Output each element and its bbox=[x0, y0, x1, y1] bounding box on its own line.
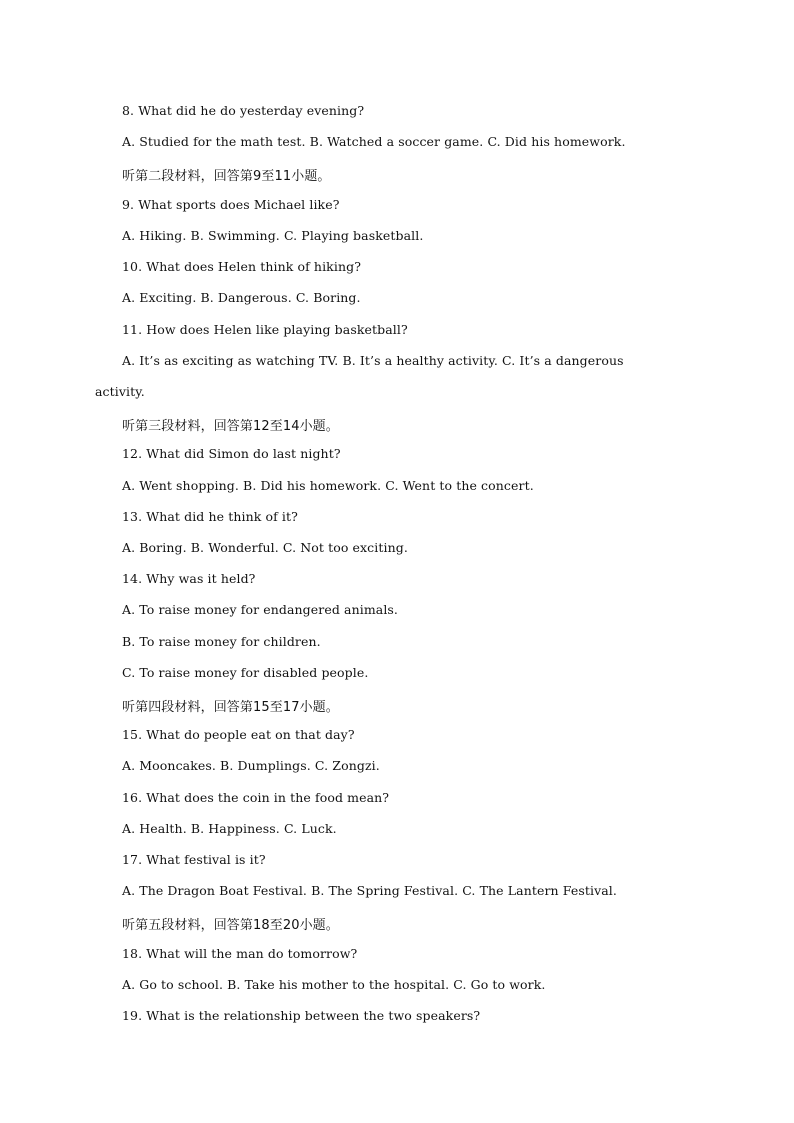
question-15: 15. What do people eat on that day? bbox=[122, 727, 355, 742]
question-13: 13. What did he think of it? bbox=[122, 509, 298, 524]
option-14-b: B. To raise money for children. bbox=[122, 634, 321, 649]
options-12: A. Went shopping. B. Did his homework. C. Went to the concert. bbox=[122, 478, 534, 493]
question-10: 10. What does Helen think of hiking? bbox=[122, 259, 362, 274]
question-9: 9. What sports does Michael like? bbox=[122, 197, 340, 212]
question-17: 17. What festival is it? bbox=[122, 852, 266, 867]
options-9: A. Hiking. B. Swimming. C. Playing basketball. bbox=[122, 228, 424, 243]
question-14: 14. Why was it held? bbox=[122, 571, 256, 586]
options-11-continued: activity. bbox=[95, 384, 145, 399]
question-12: 12. What did Simon do last night? bbox=[122, 446, 341, 461]
options-10: A. Exciting. B. Dangerous. C. Boring. bbox=[122, 290, 361, 305]
section-heading-5: 听第五段材料，回答第18至20小题。 bbox=[122, 918, 339, 933]
options-18: A. Go to school. B. Take his mother to the hospital. C. Go to work. bbox=[122, 977, 546, 992]
options-16: A. Health. B. Happiness. C. Luck. bbox=[122, 821, 337, 836]
options-17: A. The Dragon Boat Festival. B. The Spring Festival. C. The Lantern Festival. bbox=[122, 883, 617, 898]
section-heading-3: 听第三段材料，回答第12至14小题。 bbox=[122, 419, 339, 434]
options-13: A. Boring. B. Wonderful. C. Not too exciting. bbox=[122, 540, 408, 555]
question-16: 16. What does the coin in the food mean? bbox=[122, 790, 390, 805]
section-heading-4: 听第四段材料，回答第15至17小题。 bbox=[122, 700, 339, 715]
question-19: 19. What is the relationship between the two speakers? bbox=[122, 1008, 481, 1023]
options-15: A. Mooncakes. B. Dumplings. C. Zongzi. bbox=[122, 758, 380, 773]
option-14-a: A. To raise money for endangered animals. bbox=[122, 602, 399, 617]
section-heading-2: 听第二段材料，回答第9至11小题。 bbox=[122, 169, 331, 184]
question-18: 18. What will the man do tomorrow? bbox=[122, 946, 358, 961]
question-11: 11. How does Helen like playing basketball? bbox=[122, 322, 408, 337]
option-14-c: C. To raise money for disabled people. bbox=[122, 665, 369, 680]
options-11: A. It’s as exciting as watching TV. B. It’s a healthy activity. C. It’s a dangerous bbox=[122, 353, 624, 368]
options-8: A. Studied for the math test. B. Watched a soccer game. C. Did his homework. bbox=[122, 134, 626, 149]
question-8: 8. What did he do yesterday evening? bbox=[122, 103, 365, 118]
